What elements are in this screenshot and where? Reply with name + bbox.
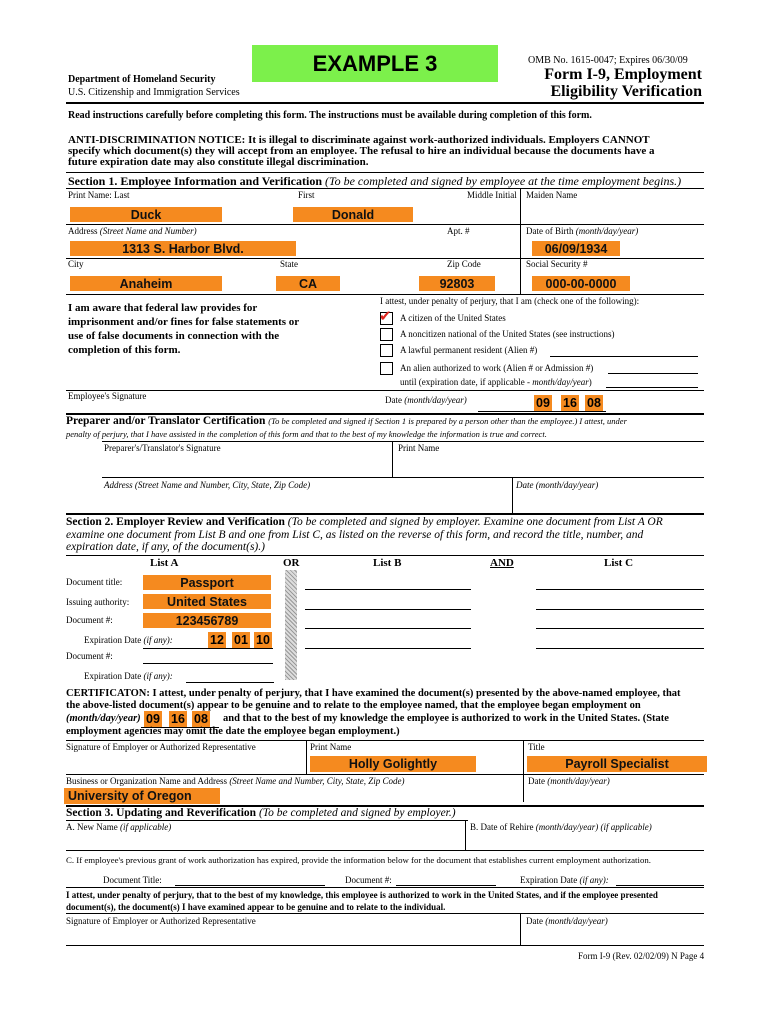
form-footer: Form I-9 (Rev. 02/02/09) N Page 4 — [578, 951, 705, 961]
section3-doc-number-line[interactable] — [396, 885, 496, 886]
section2-title-text: Section 2. Employer Review and Verification — [66, 516, 285, 528]
section3-date-hint: (month/day/year) — [545, 916, 608, 926]
section3-signature-label: Signature of Employer or Authorized Representative — [66, 916, 256, 926]
expiration-date2-text: Expiration Date — [84, 671, 142, 681]
ssn-label: Social Security # — [526, 259, 588, 269]
list-b-line[interactable] — [305, 589, 471, 590]
address-label — [68, 226, 197, 236]
rehire-text: B. Date of Rehire — [470, 822, 534, 832]
address-label-text: Address — [68, 226, 98, 236]
aware-line2: imprisonment and/or fines for false statements or — [68, 316, 300, 328]
issuing-authority-field[interactable]: United States — [143, 594, 271, 609]
zip-field[interactable]: 92803 — [419, 276, 495, 291]
row-rule — [66, 258, 704, 259]
rehire-label — [470, 822, 652, 832]
expiration-if-any: (if any): — [143, 635, 173, 645]
certification-line4: employment agencies may omit the date the employee began employment.) — [66, 726, 400, 737]
employer-print-name-label: Print Name — [310, 742, 352, 752]
employer-signature-label: Signature of Employer or Authorized Representative — [66, 742, 256, 752]
expiration-date-label — [84, 635, 173, 645]
business-name-field[interactable]: University of Oregon — [64, 788, 220, 804]
form-title-line2: Eligibility Verification — [550, 83, 702, 100]
expiration-date2-line[interactable] — [186, 682, 274, 683]
expiration-day[interactable]: 01 — [232, 632, 250, 648]
col-divider — [520, 224, 521, 258]
admission-number-line[interactable] — [608, 373, 698, 374]
expiration-month[interactable]: 12 — [208, 632, 226, 648]
dob-hint: (month/day/year) — [575, 226, 639, 236]
list-c-line[interactable] — [536, 609, 704, 610]
list-c-line[interactable] — [536, 648, 704, 649]
col-divider — [512, 477, 513, 513]
section1-subtitle: (To be completed and signed by employee at the time employment begins.) — [325, 174, 682, 188]
first-name-label: First — [298, 190, 315, 200]
instructions-notice: Read instructions carefully before completing this form. The instructions must be available during completion of this form. — [68, 110, 592, 121]
until-text: until (expiration date, if applicable - — [400, 377, 533, 387]
employer-date-hint: (month/day/year) — [547, 776, 610, 786]
new-name-hint: (if applicable) — [119, 822, 172, 832]
dob-label-text: Date of Birth — [526, 226, 574, 236]
employee-date-label — [385, 395, 467, 405]
section2-subtitle1: (To be completed and signed by employer. Examine one document from List A OR — [287, 516, 663, 528]
new-name-text: A. New Name — [66, 822, 118, 832]
checkmark-icon: ✔ — [379, 307, 392, 325]
col-divider — [520, 913, 521, 945]
section3-doc-title-label: Document Title: — [103, 875, 162, 885]
row-rule — [66, 294, 704, 295]
employee-date-line — [478, 411, 606, 412]
preparer-title — [66, 415, 627, 427]
aware-line4: completion of this form. — [68, 344, 181, 356]
row-rule — [102, 441, 704, 442]
section1-header-rule — [66, 188, 704, 189]
new-name-label — [66, 822, 171, 832]
preparer-date-label: Date (month/day/year) — [516, 480, 599, 490]
citizen-checkbox[interactable] — [379, 307, 393, 325]
employee-date-text: Date — [385, 395, 402, 405]
list-c-line[interactable] — [536, 589, 704, 590]
alien-option-label: An alien authorized to work (Alien # or Admission #) — [400, 363, 594, 373]
dob-label — [526, 226, 638, 236]
anti-discrimination-line2: specify which document(s) they will accept from an employee. The refusal to hire an individual because the documents have a — [68, 145, 655, 157]
city-field[interactable]: Anaheim — [70, 276, 222, 291]
list-b-line[interactable] — [305, 628, 471, 629]
section3-attest-line2: document(s), the document(s) I have examined appear to be genuine and to relate to the individual. — [66, 902, 446, 912]
list-b-line[interactable] — [305, 648, 471, 649]
row-rule — [66, 820, 468, 821]
expiration-line[interactable] — [606, 387, 698, 388]
section1-title — [68, 174, 681, 189]
list-b-heading: List B — [373, 557, 402, 569]
business-label — [66, 776, 404, 786]
section3-attest-line1: I attest, under penalty of perjury, that to the best of my knowledge, this employee is authorized to work in the United States, and if the employee presented — [66, 890, 658, 900]
list-b-line[interactable] — [305, 609, 471, 610]
section1-title-text: Section 1. Employee Information and Verification — [68, 174, 322, 188]
section3-date-text: Date — [526, 916, 543, 926]
row-rule — [66, 850, 704, 851]
list-c-heading: List C — [604, 557, 634, 569]
example-badge-text: EXAMPLE 3 — [312, 50, 438, 76]
employer-print-name-field[interactable]: Holly Golightly — [310, 756, 476, 772]
print-name-label: Print Name: Last — [68, 190, 130, 200]
col-divider — [523, 740, 524, 802]
preparer-signature-label: Preparer's/Translator's Signature — [104, 443, 221, 453]
dob-field[interactable]: 06/09/1934 — [532, 241, 620, 256]
employment-start-day[interactable]: 16 — [169, 711, 187, 727]
col-divider — [520, 188, 521, 224]
section3-date-label — [526, 916, 608, 926]
city-label: City — [68, 259, 84, 269]
anti-discrimination-line3: future expiration date may also constitute illegal discrimination. — [68, 156, 369, 168]
section3-title-text: Section 3. Updating and Reverification — [66, 807, 257, 819]
document-number2-line[interactable] — [143, 663, 273, 664]
expiration-date2-label — [84, 671, 173, 681]
or-hatch-column — [285, 570, 297, 680]
section3-c-text: C. If employee's previous grant of work authorization has expired, provide the information below for the document that establishes current employment authorization. — [66, 855, 651, 865]
section-rule — [66, 513, 704, 515]
section2-subtitle3: expiration date, if any, of the document(s).) — [66, 541, 265, 553]
section2-subtitle2: examine one document from List B and one from List C, as listed on the reverse of this form, and record the title, number, and — [66, 529, 644, 541]
preparer-subtitle2: penalty of perjury, that I have assisted in the completion of this form and that to the best of my knowledge the information is true and correct. — [66, 429, 547, 439]
apt-label: Apt. # — [447, 226, 470, 236]
section3-doc-number-label: Document #: — [345, 875, 392, 885]
employer-date-text: Date — [528, 776, 545, 786]
aware-line1: I am aware that federal law provides for — [68, 302, 258, 314]
section3-expiration-hint: (if any): — [579, 875, 609, 885]
employer-title-label: Title — [528, 742, 545, 752]
employment-start-year[interactable]: 08 — [192, 711, 210, 727]
issuing-authority-label: Issuing authority: — [66, 597, 130, 607]
document-number2-label: Document #: — [66, 651, 113, 661]
expiration-if-any2: (if any): — [143, 671, 173, 681]
certification-date-hint: (month/day/year) — [66, 713, 141, 724]
alien-number-line[interactable] — [550, 356, 698, 357]
document-number-label: Document #: — [66, 615, 113, 625]
until-end: ) — [588, 377, 592, 387]
employment-start-month[interactable]: 09 — [144, 711, 162, 727]
attest-statement: I attest, under penalty of perjury, that I am (check one of the following): — [380, 296, 640, 306]
col-divider — [306, 740, 307, 774]
document-number-field[interactable]: 123456789 — [143, 613, 271, 628]
row-rule — [66, 555, 704, 556]
header-divider — [66, 102, 704, 104]
business-hint: (Street Name and Number, City, State, Zip Code) — [229, 776, 405, 786]
ssn-field[interactable]: 000-00-0000 — [532, 276, 630, 291]
section3-title — [66, 807, 456, 819]
expiration-line — [143, 648, 273, 649]
noncitizen-option-label: A noncitizen national of the United States (see instructions) — [400, 329, 615, 339]
employee-signature-label: Employee's Signature — [68, 391, 147, 401]
preparer-address-label: Address (Street Name and Number, City, State, Zip Code) — [104, 480, 311, 490]
section3-doc-title-line[interactable] — [175, 885, 325, 886]
first-name-field[interactable]: Donald — [293, 207, 413, 222]
section3-subtitle: (To be completed and signed by employer.) — [258, 807, 456, 819]
row-rule — [102, 477, 704, 478]
expiration-year[interactable]: 10 — [254, 632, 272, 648]
document-title-label: Document title: — [66, 577, 123, 587]
row-rule — [66, 887, 704, 888]
anti-discrimination-line1: ANTI-DISCRIMINATION NOTICE: It is illegal to discriminate against work-authorized individuals. Employers CANNOT — [68, 134, 650, 146]
agency-name: U.S. Citizenship and Immigration Services — [68, 87, 240, 98]
lpr-checkbox[interactable] — [380, 344, 393, 357]
section1-top-rule — [66, 172, 704, 173]
form-title-line1: Form I-9, Employment — [544, 66, 702, 83]
business-label-text: Business or Organization Name and Address — [66, 776, 228, 786]
employer-title-field[interactable]: Payroll Specialist — [527, 756, 707, 772]
omb-number: OMB No. 1615-0047; Expires 06/30/09 — [528, 55, 688, 66]
section3-expiration-label — [520, 875, 609, 885]
address-hint: (Street Name and Number) — [99, 226, 197, 236]
employee-sign-day[interactable]: 16 — [561, 395, 579, 411]
last-name-field[interactable]: Duck — [70, 207, 222, 222]
document-title-field[interactable]: Passport — [143, 575, 271, 590]
citizen-option-label: A citizen of the United States — [400, 313, 506, 323]
row-rule — [66, 774, 704, 775]
zip-label: Zip Code — [447, 259, 481, 269]
example-badge — [252, 45, 498, 82]
state-label: State — [280, 259, 298, 269]
noncitizen-checkbox[interactable] — [380, 328, 393, 341]
lpr-option-label: A lawful permanent resident (Alien #) — [400, 345, 538, 355]
preparer-print-name-label: Print Name — [398, 443, 440, 453]
preparer-subtitle: (To be completed and signed if Section 1 is prepared by a person other than the employee.) I attest, under — [268, 416, 627, 426]
row-rule — [66, 945, 704, 946]
certification-line2: the above-listed document(s) appear to be genuine and to relate to the employee named, that the employee began employment on — [66, 700, 641, 711]
list-c-line[interactable] — [536, 628, 704, 629]
row-rule — [66, 390, 704, 391]
certification-line3: and that to the best of my knowledge the employee is authorized to work in the United States. (State — [223, 713, 669, 724]
expiration-date-text: Expiration Date — [84, 635, 142, 645]
middle-initial-label: Middle Initial — [467, 190, 517, 200]
employee-sign-year[interactable]: 08 — [585, 395, 603, 411]
maiden-name-label: Maiden Name — [526, 190, 578, 200]
col-divider — [392, 441, 393, 477]
row-rule — [66, 224, 704, 225]
certification-line1: CERTIFICATON: I attest, under penalty of perjury, that I have examined the document(s) presented by the above-named employee, that — [66, 688, 681, 699]
row-rule — [66, 913, 704, 914]
or-heading: OR — [283, 557, 300, 569]
and-heading: AND — [490, 557, 514, 569]
section2-title — [66, 516, 663, 528]
section3-expiration-text: Expiration Date — [520, 875, 578, 885]
col-divider — [520, 258, 521, 294]
col-divider — [465, 820, 466, 850]
section3-expiration-line[interactable] — [616, 885, 704, 886]
until-label — [400, 377, 592, 387]
address-field[interactable]: 1313 S. Harbor Blvd. — [70, 241, 296, 256]
department-name: Department of Homeland Security — [68, 74, 216, 85]
employee-sign-month[interactable]: 09 — [534, 395, 552, 411]
list-a-heading: List A — [150, 557, 179, 569]
state-field[interactable]: CA — [276, 276, 340, 291]
row-rule — [66, 740, 704, 741]
aware-line3: use of false documents in connection with the — [68, 330, 280, 342]
employer-date-label — [528, 776, 610, 786]
until-hint: month/day/year — [532, 377, 589, 387]
employee-date-hint: (month/day/year) — [404, 395, 467, 405]
rehire-hint: (month/day/year) (if applicable) — [535, 822, 652, 832]
preparer-title-text: Preparer and/or Translator Certification — [66, 415, 266, 427]
alien-checkbox[interactable] — [380, 362, 393, 375]
